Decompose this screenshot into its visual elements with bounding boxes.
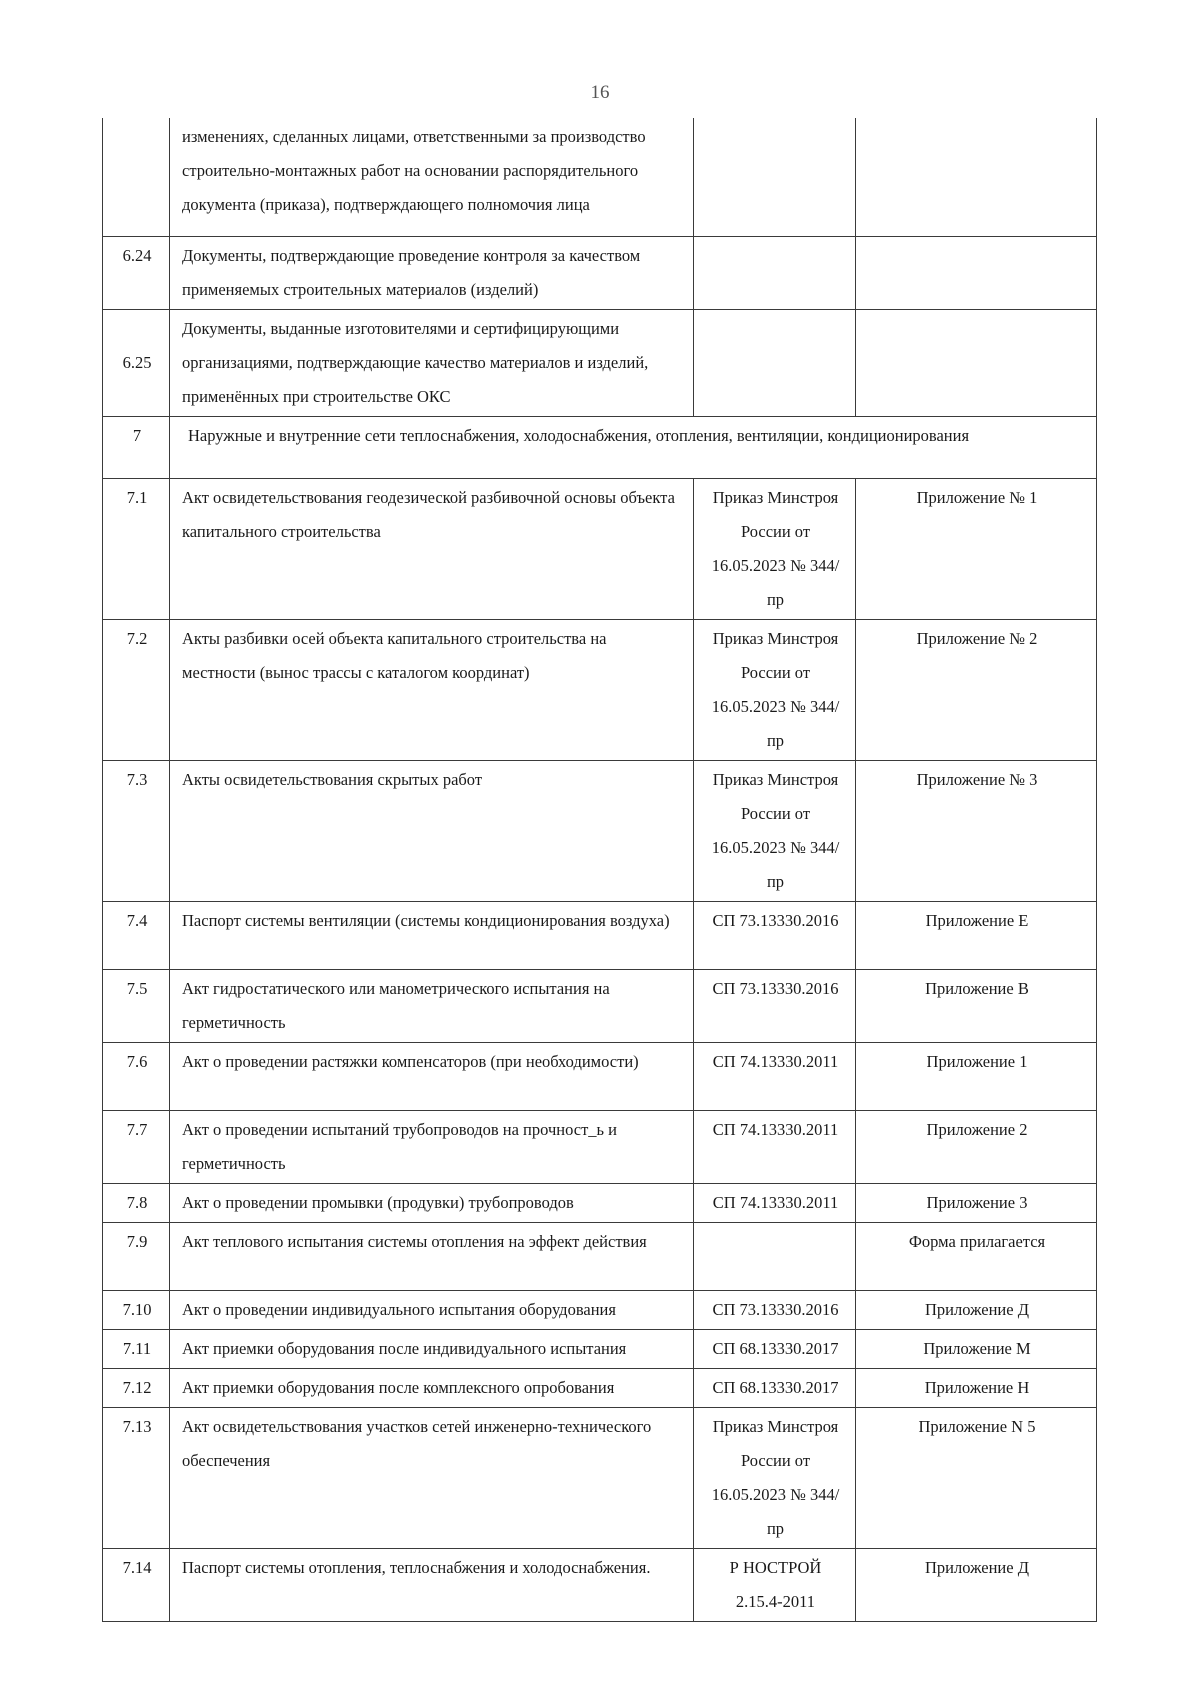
section-row: [103, 416, 1097, 478]
section-title: Наружные и внутренние сети теплоснабжения, холодоснабжения, отопления, вентиляции, кондиционирования: [170, 416, 1097, 478]
document-name: Паспорт системы вентиляции (системы кондиционирования воздуха): [170, 901, 694, 969]
appendix-reference: [856, 118, 1097, 236]
appendix-reference: Форма прилагается: [856, 1222, 1097, 1290]
row-number: 7.11: [103, 1329, 170, 1368]
appendix-reference: Приложение М: [856, 1329, 1097, 1368]
document-name: Акт о проведении индивидуального испытания оборудования: [170, 1290, 694, 1329]
table-row: [103, 478, 1097, 619]
row-number: 6.25: [103, 309, 170, 416]
row-number: [103, 118, 170, 236]
appendix-reference: Приложение 2: [856, 1110, 1097, 1183]
normative-reference: Приказ Минстроя России от 16.05.2023 № 344/пр: [694, 619, 856, 760]
document-name: Паспорт системы отопления, теплоснабжения и холодоснабжения.: [170, 1548, 694, 1621]
table-row: [103, 309, 1097, 416]
row-number: 6.24: [103, 236, 170, 309]
table-row: [103, 969, 1097, 1042]
document-name: Акты разбивки осей объекта капитального строительства на местности (вынос трассы с каталогом координат): [170, 619, 694, 760]
normative-reference: СП 73.13330.2016: [694, 901, 856, 969]
table-row: [103, 1222, 1097, 1290]
normative-reference: [694, 309, 856, 416]
normative-reference: [694, 118, 856, 236]
table-row: [103, 118, 1097, 236]
table-row: [103, 760, 1097, 901]
normative-reference: [694, 236, 856, 309]
normative-reference: СП 73.13330.2016: [694, 969, 856, 1042]
table-row: [103, 1548, 1097, 1621]
normative-reference: [694, 1222, 856, 1290]
document-name: Акт теплового испытания системы отопления на эффект действия: [170, 1222, 694, 1290]
appendix-reference: [856, 309, 1097, 416]
appendix-reference: Приложение N 5: [856, 1407, 1097, 1548]
table-row: [103, 1329, 1097, 1368]
page-number: 16: [590, 82, 610, 103]
document-name: Акт приемки оборудования после комплексного опробования: [170, 1368, 694, 1407]
normative-reference: Р НОСТРОЙ 2.15.4-2011: [694, 1548, 856, 1621]
table-row: [103, 1110, 1097, 1183]
appendix-reference: [856, 236, 1097, 309]
row-number: 7.8: [103, 1183, 170, 1222]
document-name: Акт гидростатического или манометрического испытания на герметичность: [170, 969, 694, 1042]
row-number: 7.12: [103, 1368, 170, 1407]
appendix-reference: Приложение № 2: [856, 619, 1097, 760]
normative-reference: СП 74.13330.2011: [694, 1042, 856, 1110]
normative-reference: Приказ Минстроя России от 16.05.2023 № 344/пр: [694, 760, 856, 901]
row-number: 7.6: [103, 1042, 170, 1110]
appendix-reference: Приложение Д: [856, 1290, 1097, 1329]
row-number: 7.5: [103, 969, 170, 1042]
document-name: Акты освидетельствования скрытых работ: [170, 760, 694, 901]
table-row: [103, 236, 1097, 309]
row-number: 7.9: [103, 1222, 170, 1290]
normative-reference: Приказ Минстроя России от 16.05.2023 № 344/пр: [694, 1407, 856, 1548]
normative-reference: СП 74.13330.2011: [694, 1183, 856, 1222]
row-number: 7.13: [103, 1407, 170, 1548]
table-row: [103, 1183, 1097, 1222]
row-number: 7.1: [103, 478, 170, 619]
documents-table: [102, 118, 1097, 1622]
document-name: Акт о проведении промывки (продувки) трубопроводов: [170, 1183, 694, 1222]
document-name: Акт освидетельствования участков сетей инженерно-технического обеспечения: [170, 1407, 694, 1548]
section-number: 7: [103, 416, 170, 478]
document-name: Документы, выданные изготовителями и сертифицирующими организациями, подтверждающие качество материалов и изделий, применённых при строительстве ОКС: [170, 309, 694, 416]
table-row: [103, 1368, 1097, 1407]
table-row: [103, 1290, 1097, 1329]
document-name: Акт о проведении растяжки компенсаторов (при необходимости): [170, 1042, 694, 1110]
appendix-reference: Приложение № 3: [856, 760, 1097, 901]
row-number: 7.10: [103, 1290, 170, 1329]
normative-reference: СП 68.13330.2017: [694, 1368, 856, 1407]
normative-reference: СП 74.13330.2011: [694, 1110, 856, 1183]
row-number: 7.4: [103, 901, 170, 969]
document-name: Акт о проведении испытаний трубопроводов на прочност_ь и герметичность: [170, 1110, 694, 1183]
table-row: [103, 1407, 1097, 1548]
document-name: Акт приемки оборудования после индивидуального испытания: [170, 1329, 694, 1368]
row-number: 7.3: [103, 760, 170, 901]
appendix-reference: Приложение № 1: [856, 478, 1097, 619]
row-number: 7.2: [103, 619, 170, 760]
document-name: изменениях, сделанных лицами, ответственными за производство строительно-монтажных работ на основании распорядительного документа (приказа), подтверждающего полномочия лица: [170, 118, 694, 236]
table-row: [103, 619, 1097, 760]
normative-reference: Приказ Минстроя России от 16.05.2023 № 344/пр: [694, 478, 856, 619]
table-row: [103, 1042, 1097, 1110]
appendix-reference: Приложение 3: [856, 1183, 1097, 1222]
document-name: Акт освидетельствования геодезической разбивочной основы объекта капитального строительства: [170, 478, 694, 619]
normative-reference: СП 68.13330.2017: [694, 1329, 856, 1368]
appendix-reference: Приложение В: [856, 969, 1097, 1042]
normative-reference: СП 73.13330.2016: [694, 1290, 856, 1329]
row-number: 7.14: [103, 1548, 170, 1621]
row-number: 7.7: [103, 1110, 170, 1183]
table-row: [103, 901, 1097, 969]
appendix-reference: Приложение Н: [856, 1368, 1097, 1407]
appendix-reference: Приложение 1: [856, 1042, 1097, 1110]
document-name: Документы, подтверждающие проведение контроля за качеством применяемых строительных материалов (изделий): [170, 236, 694, 309]
appendix-reference: Приложение Д: [856, 1548, 1097, 1621]
appendix-reference: Приложение Е: [856, 901, 1097, 969]
